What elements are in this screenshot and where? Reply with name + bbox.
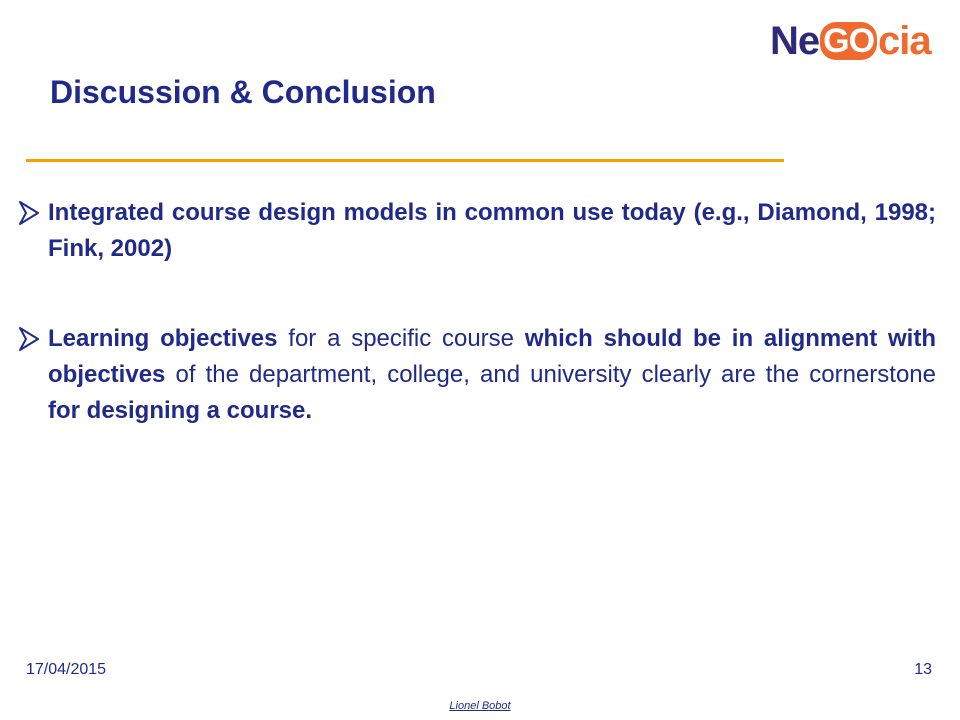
bullet-text-regular: for a specific course (277, 325, 525, 352)
bullet-item (18, 195, 936, 267)
bullet-text-bold: which should be in alignment with objectives (48, 325, 937, 388)
logo-wordmark (770, 21, 931, 61)
logo-part-cia: cia (878, 19, 931, 63)
logo-part-go: GO (820, 22, 877, 60)
slide-title: Discussion & Conclusion (50, 74, 436, 110)
arrowhead-bullet-icon (18, 326, 40, 352)
negocia-logo (770, 18, 940, 64)
page-number: 13 (914, 661, 932, 678)
footer-date: 17/04/2015 (26, 661, 107, 678)
title-underline-rule (26, 159, 784, 162)
bullet-item (18, 321, 936, 429)
bullet-list (18, 195, 936, 429)
logo-part-ne: Ne (770, 19, 820, 63)
bullet-text-bold: Learning objectives (48, 325, 278, 352)
bullet-text-regular: of the department, college, and university clearly are the cornerstone (165, 361, 936, 388)
bullet-text-bold: Integrated course design models in common use today (e.g., Diamond, 1998; Fink, 2002) (48, 199, 936, 262)
footer-author: Lionel Bobot (449, 700, 511, 712)
bullet-text-bold: for designing a course. (48, 397, 313, 424)
arrowhead-bullet-icon (18, 200, 40, 226)
